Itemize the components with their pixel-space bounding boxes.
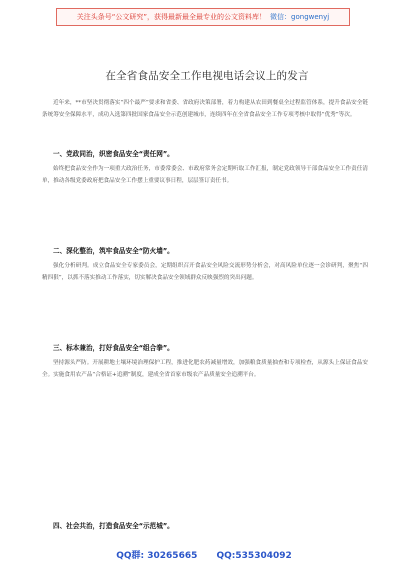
section-heading-1: 一、党政同治，织密食品安全“责任网”。 bbox=[53, 150, 174, 158]
document-title: 在全省食品安全工作电视电话会议上的发言 bbox=[105, 70, 309, 82]
wechat-id: 微信：gongwenyj bbox=[270, 13, 330, 21]
section-heading-3: 三、标本兼治，打好食品安全“组合拳”。 bbox=[53, 344, 174, 352]
footer-contacts bbox=[0, 548, 408, 561]
footer-qq-group: QQ群: 30265665 bbox=[116, 551, 198, 561]
promo-banner[interactable] bbox=[56, 8, 350, 26]
section-heading-4: 四、社会共治，打造食品安全“示范城”。 bbox=[53, 522, 174, 530]
section-paragraph-1: 始终把食品安全作为一项重大政治任务，市委常委会、市政府常务会定期听取工作汇报，制定党政领导干部食品安全工作责任清单，推动各级党委政府把食品安全工作摆上重要议事日程，层层签订责任书。 bbox=[42, 166, 368, 184]
footer-qq: QQ:535304092 bbox=[216, 551, 292, 561]
section-paragraph-2: 强化分析研判。成立食品安全专家委员会，定期组织召开食品安全风险交流形势分析会，对高风险单位逐一会诊研判，聚焦“四精四狠”，以抓不落实推动工作落实，切实解决食品安全领域群众反映强烈的突出问题。 bbox=[42, 263, 368, 281]
section-paragraph-3: 坚持源头严防。开展耕地土壤环境治理保护工程，推进化肥农药减量增效，加强粮食质量抽查和专项检查，从源头上保证食品安全。实施食用农产品“合格证+追溯”制度，建成全省首家市级农产品质量安全追溯平台。 bbox=[42, 360, 368, 378]
promo-banner-text: 关注头条号“公文研究”，获得最新最全最专业的公文资料库！ bbox=[76, 13, 267, 21]
intro-paragraph: 近年来，**市坚决贯彻落实“四个最严”要求和省委、省政府决策部署，着力构建从农田到餐桌全过程监管体系，提升食品安全链条统筹安全保障水平，成功入选第四批国家食品安全示范创建城市，连续四年在全省食品安全工作专项考核中取得“优秀”等次。 bbox=[42, 100, 368, 118]
section-heading-2: 二、深化整治，筑牢食品安全“防火墙”。 bbox=[53, 247, 174, 255]
